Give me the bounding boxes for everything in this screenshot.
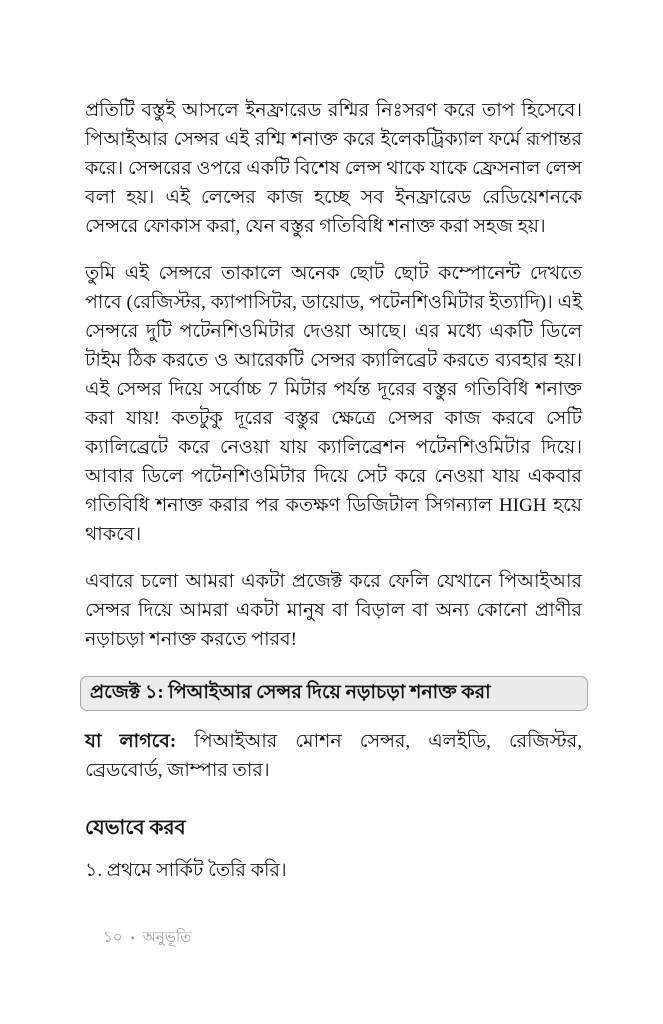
footer-bullet-icon: • (130, 931, 135, 945)
step-1: ১. প্রথমে সার্কিট তৈরি করি। (85, 860, 287, 881)
requirements-label: যা লাগবে: (85, 731, 177, 752)
project-heading-label: প্রজেক্ট ১: পিআইআর সেন্সর দিয়ে নড়াচড়া শনাক্ত করা (90, 682, 491, 703)
requirements-items: পিআইআর মোশন সেন্সর, এলইডি, রেজিস্টর, ব্রেডবোর্ড, জাম্পার তার। (85, 731, 582, 781)
page-number: ১০ (103, 930, 123, 946)
page-content (85, 96, 582, 885)
paragraph-sensor-components: তুমি এই সেন্সরে তাকালে অনেক ছোট ছোট কম্পোনেন্ট দেখতে পাবে (রেজিস্টর, ক্যাপাসিটর, ডায়োড, পটেনশিওমিটার ইত্যাদি)। এই সেন্সরে দুটি পটেনশিওমিটার দেওয়া আছে। এর মধ্যে একটি ডিলে টাইম ঠিক করতে ও আরেকটি সেন্সর ক্যালিব্রেট করতে ব্যবহার হয়। এই সেন্সর দিয়ে সর্বোচ্চ 7 মিটার পর্যন্ত দূরের বস্তুর গতিবিধি শনাক্ত করা যায়! কতটুকু দূরের বস্তুর ক্ষেত্রে সেন্সর কাজ করবে সেটি ক্যালিব্রেটে করে নেওয়া যায় ক্যালিব্রেশন পটেনশিওমিটার দিয়ে। আবার ডিলে পটেনশিওমিটার দিয়ে সেট করে নেওয়া যায় একবার গতিবিধি শনাক্ত করার পর কতক্ষণ ডিজিটাল সিগন্যাল HIGH হয়ে থাকবে। (85, 263, 582, 545)
paragraph-pir-intro: প্রতিটি বস্তুই আসলে ইনফ্রারেড রশ্মির নিঃসরণ করে তাপ হিসেবে। পিআইআর সেন্সর এই রশ্মি শনাক্ত করে ইলেকট্রিক্যাল ফর্মে রূপান্তর করে। সেন্সরের ওপরে একটি বিশেষ লেন্স থাকে যাকে ফ্রেসনাল লেন্স বলা হয়। এই লেন্সের কাজ হচ্ছে সব ইনফ্রারেড রেডিয়েশনকে সেন্সরে ফোকাস করা, যেন বস্তুর গতিবিধি শনাক্ত করা সহজ হয়। (85, 100, 582, 237)
book-title: অনুভূতি (142, 930, 192, 946)
requirements-line (85, 727, 582, 785)
project-heading-box (80, 676, 588, 711)
paragraph-project-invite: এবারে চলো আমরা একটা প্রজেক্ট করে ফেলি যেখানে পিআইআর সেন্সর দিয়ে আমরা একটা মানুষ বা বিড়াল বা অন্য কোনো প্রাণীর নড়াচড়া শনাক্ত করতে পারব! (85, 571, 582, 650)
page-footer (103, 928, 191, 948)
how-to-heading: যেভাবে করব (85, 817, 186, 839)
